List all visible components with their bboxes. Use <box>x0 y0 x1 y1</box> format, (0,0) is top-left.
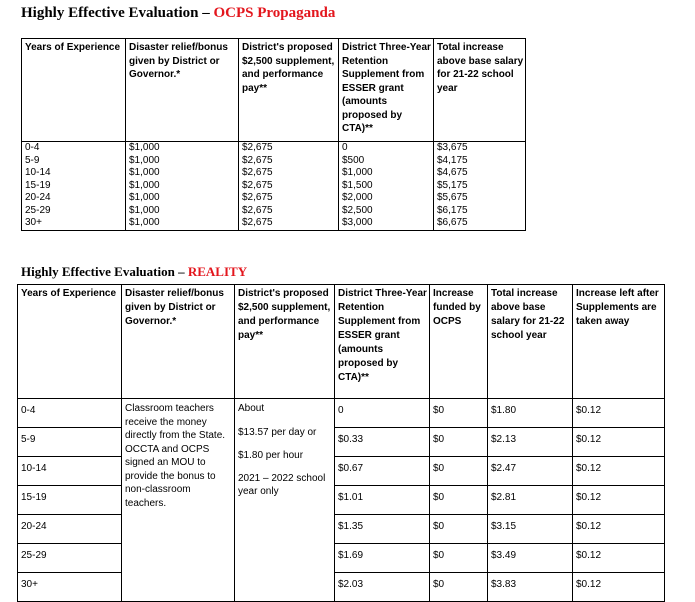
table-row <box>18 399 665 428</box>
supplement-note-cell <box>235 399 335 602</box>
table-row <box>18 515 665 544</box>
table-cell: $2,675 <box>239 205 339 218</box>
table-cell: 0 <box>335 399 430 428</box>
table-cell: 25-29 <box>18 544 122 573</box>
table-cell: $5,175 <box>434 180 526 193</box>
table-row <box>22 167 526 180</box>
table-row <box>22 205 526 218</box>
table-cell: $4,675 <box>434 167 526 180</box>
table-cell: $2,675 <box>239 192 339 205</box>
section1-title-main: Highly Effective Evaluation – <box>21 5 214 21</box>
table-cell: $1,000 <box>126 155 239 168</box>
table-cell: $1,000 <box>126 180 239 193</box>
table-row <box>22 192 526 205</box>
table-cell: 30+ <box>22 217 126 230</box>
table-cell: $3.15 <box>488 515 573 544</box>
table-cell: $0.12 <box>573 544 665 573</box>
table-row <box>18 486 665 515</box>
table-cell: $3.83 <box>488 573 573 602</box>
table-cell: $1.01 <box>335 486 430 515</box>
section2-title-main: Highly Effective Evaluation – <box>21 264 188 279</box>
table-cell: 30+ <box>18 573 122 602</box>
table-cell: 20-24 <box>18 515 122 544</box>
table-cell: $1,000 <box>126 167 239 180</box>
table-row <box>18 457 665 486</box>
table-cell: $2.03 <box>335 573 430 602</box>
table-cell: $1,000 <box>126 192 239 205</box>
supplement-note-line1: About <box>238 403 265 414</box>
table-cell: $3,000 <box>339 217 434 230</box>
table-cell: $1,500 <box>339 180 434 193</box>
table-cell: $0 <box>430 544 488 573</box>
table-cell: $0 <box>430 573 488 602</box>
header-cell: Years of Experience <box>18 285 122 399</box>
table-cell: $2,675 <box>239 167 339 180</box>
table-row <box>18 573 665 602</box>
table-cell: $0.12 <box>573 573 665 602</box>
reality-table <box>17 284 665 602</box>
table-cell: $0.12 <box>573 486 665 515</box>
table-cell: $0.33 <box>335 428 430 457</box>
table-cell: 10-14 <box>22 167 126 180</box>
table-header-row <box>18 285 665 399</box>
table-cell: $0.12 <box>573 515 665 544</box>
table-cell: $1.80 <box>488 399 573 428</box>
section2-title <box>21 264 247 280</box>
header-cell: District's proposed $2,500 supplement, and performance pay** <box>235 285 335 399</box>
table-row <box>22 155 526 168</box>
table-cell: $1.69 <box>335 544 430 573</box>
section1-title-accent: OCPS Propaganda <box>213 5 336 21</box>
table-cell: $1.35 <box>335 515 430 544</box>
table-cell: $2,675 <box>239 180 339 193</box>
table-cell: $2,675 <box>239 142 339 155</box>
table-cell: $0 <box>430 486 488 515</box>
table-cell: $0 <box>430 457 488 486</box>
table-cell: $0.67 <box>335 457 430 486</box>
header-cell: Disaster relief/bonus given by District or Governor.* <box>122 285 235 399</box>
table-cell: 5-9 <box>22 155 126 168</box>
header-cell: District's proposed $2,500 supplement, and performance pay** <box>239 39 339 142</box>
supplement-note-line3: $1.80 per hour <box>238 450 304 461</box>
table-cell: $500 <box>339 155 434 168</box>
table-cell: $0 <box>430 428 488 457</box>
propaganda-table <box>21 38 526 231</box>
table-cell: $2,675 <box>239 155 339 168</box>
table-cell: 15-19 <box>22 180 126 193</box>
table-cell: $0 <box>430 399 488 428</box>
bonus-note-cell: Classroom teachers receive the money directly from the State. OCCTA and OCPS signed an MOU to provide the bonus to non-classroom teachers. <box>122 399 235 602</box>
table-cell: 10-14 <box>18 457 122 486</box>
header-cell: Total increase above base salary for 21-22 school year <box>434 39 526 142</box>
table-cell: $2,675 <box>239 217 339 230</box>
table-row <box>18 544 665 573</box>
supplement-note-line4: 2021 – 2022 school year only <box>238 472 326 497</box>
table-cell: 25-29 <box>22 205 126 218</box>
table-cell: 0 <box>339 142 434 155</box>
section1-title <box>21 5 335 22</box>
header-cell: District Three-Year Retention Supplement from ESSER grant (amounts proposed by CTA)** <box>335 285 430 399</box>
table-cell: $2,000 <box>339 192 434 205</box>
table-cell: $0 <box>430 515 488 544</box>
table-cell: 0-4 <box>18 399 122 428</box>
table-cell: 0-4 <box>22 142 126 155</box>
table-header-row <box>22 39 526 142</box>
table-cell: $2.81 <box>488 486 573 515</box>
table-row <box>22 142 526 155</box>
header-cell: Disaster relief/bonus given by District or Governor.* <box>126 39 239 142</box>
table-cell: $6,175 <box>434 205 526 218</box>
table-cell: $0.12 <box>573 428 665 457</box>
table-cell: $0.12 <box>573 399 665 428</box>
header-cell: Increase left after Supplements are taken away <box>573 285 665 399</box>
header-cell: Years of Experience <box>22 39 126 142</box>
section2-title-accent: REALITY <box>187 264 248 279</box>
table-cell: 15-19 <box>18 486 122 515</box>
table-cell: $2.13 <box>488 428 573 457</box>
table-cell: $1,000 <box>126 142 239 155</box>
table-cell: 5-9 <box>18 428 122 457</box>
table-cell: $3.49 <box>488 544 573 573</box>
table-cell: $4,175 <box>434 155 526 168</box>
table-cell: $0.12 <box>573 457 665 486</box>
table-cell: $1,000 <box>339 167 434 180</box>
table-cell: $1,000 <box>126 217 239 230</box>
table-row <box>22 217 526 230</box>
supplement-note-line2: $13.57 per day or <box>238 426 317 438</box>
table-cell: $3,675 <box>434 142 526 155</box>
table-cell: $6,675 <box>434 217 526 230</box>
table-cell: 20-24 <box>22 192 126 205</box>
table-row <box>22 180 526 193</box>
header-cell: District Three-Year Retention Supplement from ESSER grant (amounts proposed by CTA)** <box>339 39 434 142</box>
table-cell: $2,500 <box>339 205 434 218</box>
header-cell: Total increase above base salary for 21-22 school year <box>488 285 573 399</box>
header-cell: Increase funded by OCPS <box>430 285 488 399</box>
table-cell: $1,000 <box>126 205 239 218</box>
table-cell: $2.47 <box>488 457 573 486</box>
table-cell: $5,675 <box>434 192 526 205</box>
table-row <box>18 428 665 457</box>
